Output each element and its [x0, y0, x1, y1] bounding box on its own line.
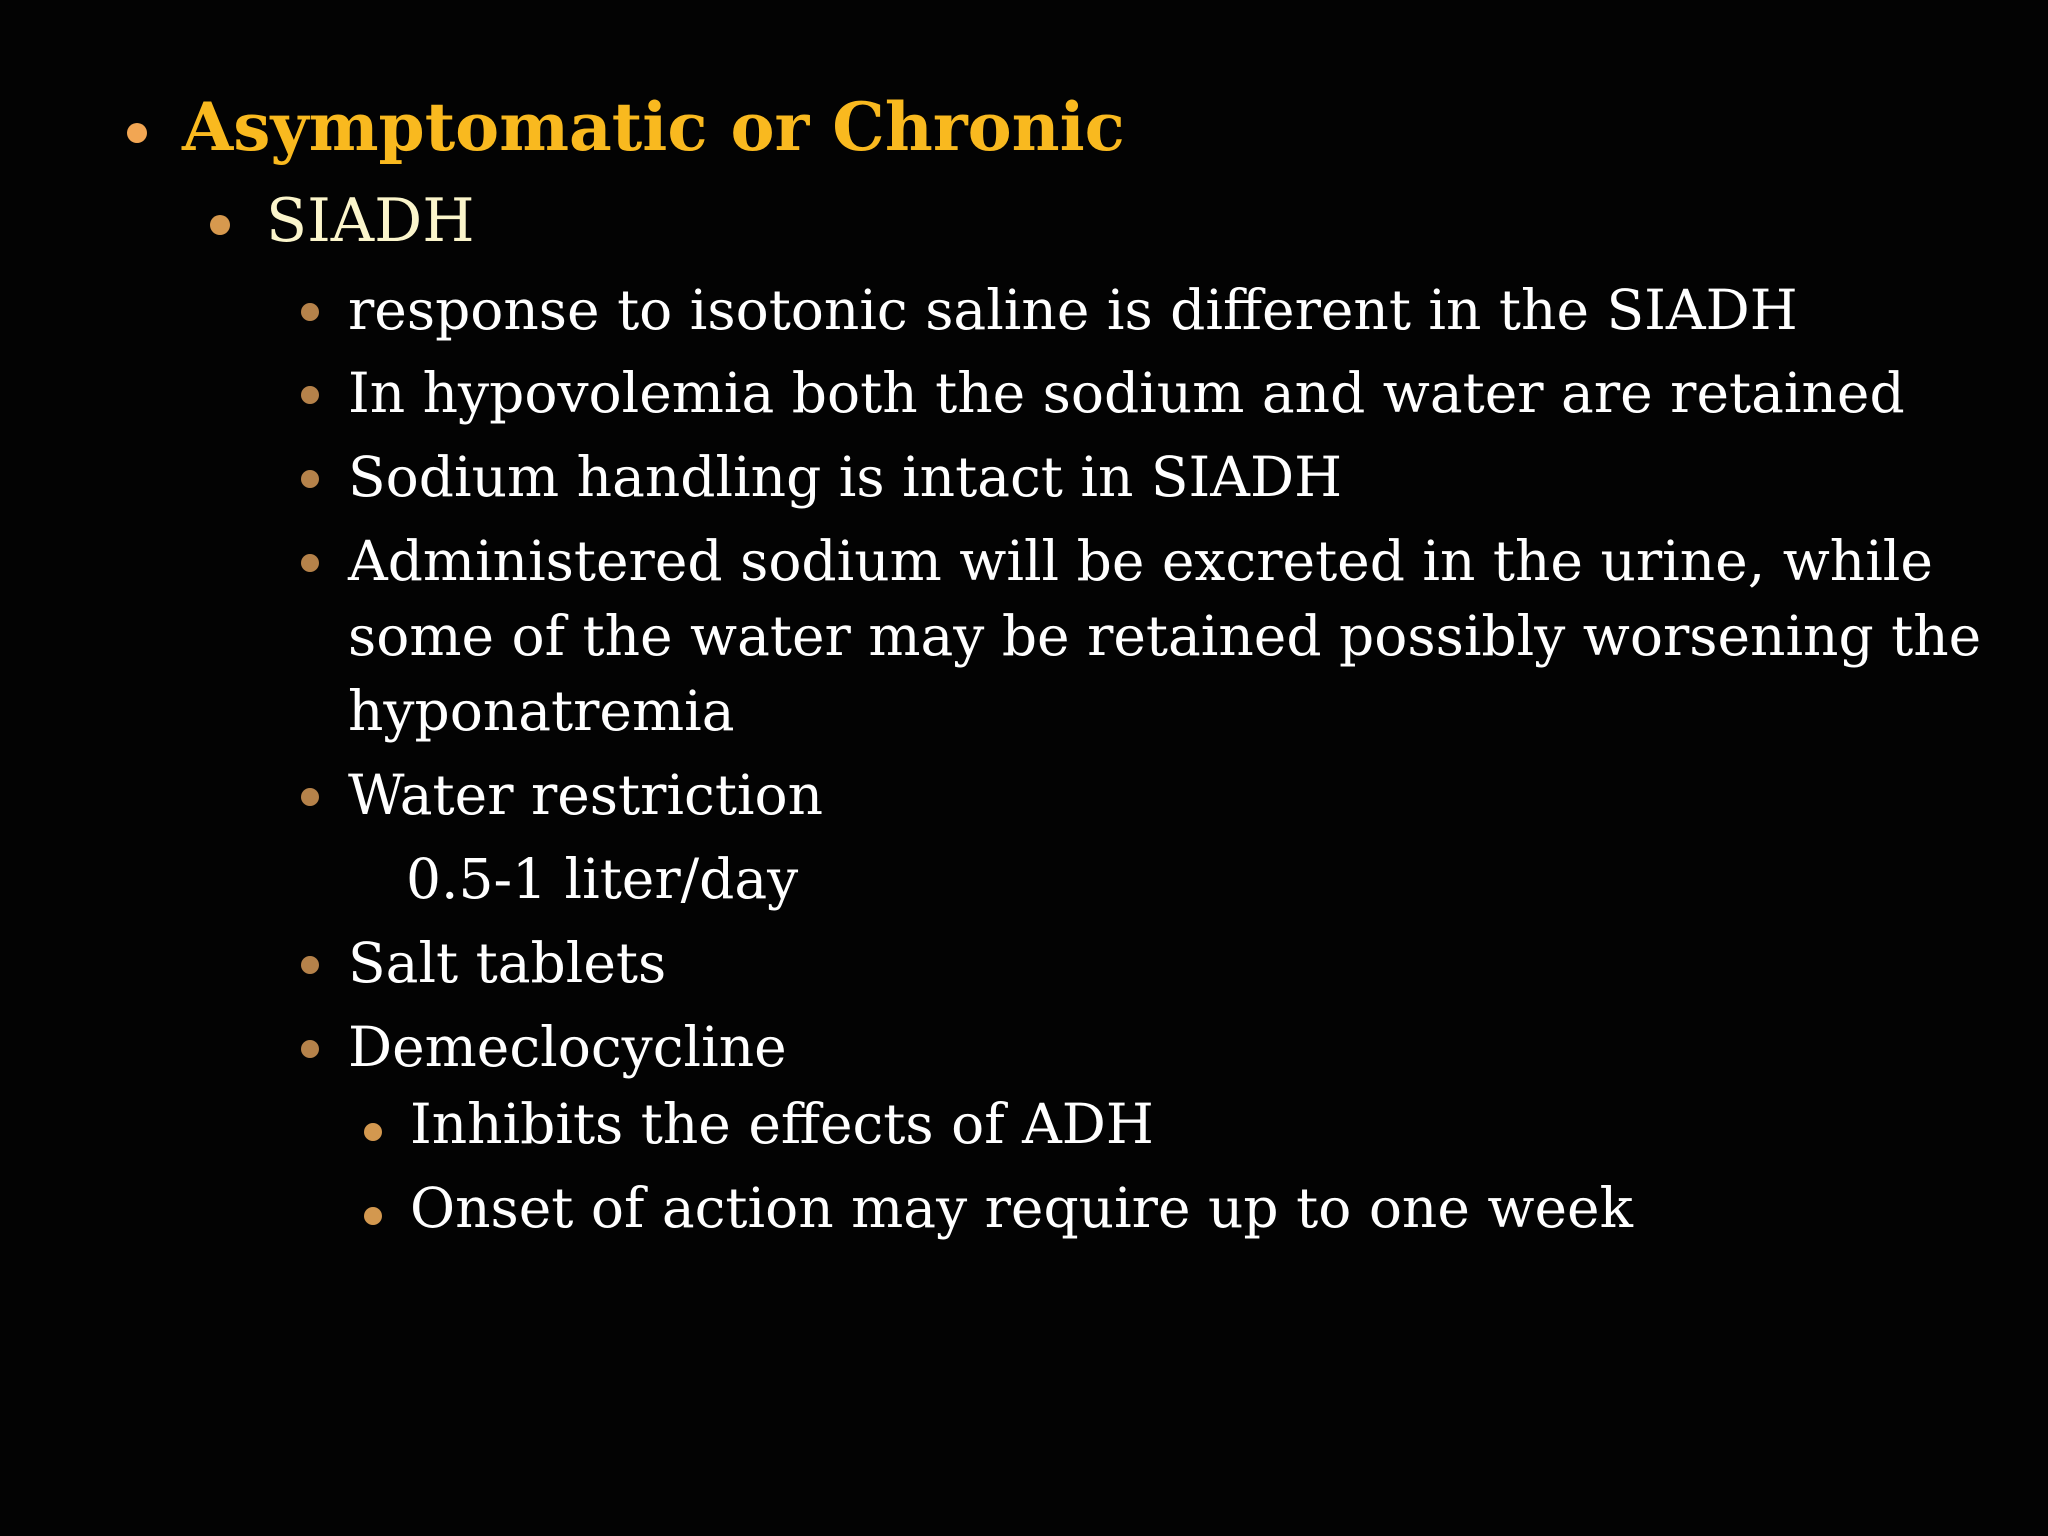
bullet-icon — [301, 1040, 319, 1058]
list-item-text-continued: hyponatremia — [348, 679, 735, 743]
list-item-text: In hypovolemia both the sodium and water are retained — [348, 361, 1905, 425]
list-item-text: 0.5-1 liter/day — [406, 847, 799, 911]
bullet-icon — [364, 1207, 382, 1225]
list-item-text: response to isotonic saline is different in the SIADH — [348, 278, 1798, 342]
list-item-text: Demeclocycline — [348, 1015, 787, 1079]
bullet-icon — [364, 1123, 382, 1141]
bullet-icon — [301, 386, 319, 404]
list-item-text: Administered sodium will be excreted in the urine, while — [348, 529, 1933, 593]
list-item-text: Sodium handling is intact in SIADH — [348, 445, 1343, 509]
bullet-icon — [301, 788, 319, 806]
bullet-icon — [301, 956, 319, 974]
sub-list-item-text: Inhibits the effects of ADH — [410, 1092, 1154, 1156]
bullet-icon — [210, 215, 230, 235]
list-item-text: Salt tablets — [348, 931, 667, 995]
bullet-icon — [127, 123, 147, 143]
bullet-icon — [301, 303, 319, 321]
sub-list-item-text: Onset of action may require up to one week — [410, 1176, 1633, 1240]
list-item-text: Water restriction — [348, 763, 824, 827]
heading-text: Asymptomatic or Chronic — [182, 88, 1125, 166]
bullet-icon — [301, 554, 319, 572]
bullet-icon — [301, 470, 319, 488]
list-item-text-continued: some of the water may be retained possibly worsening the — [348, 604, 1982, 668]
subheading-text: SIADH — [266, 186, 475, 256]
